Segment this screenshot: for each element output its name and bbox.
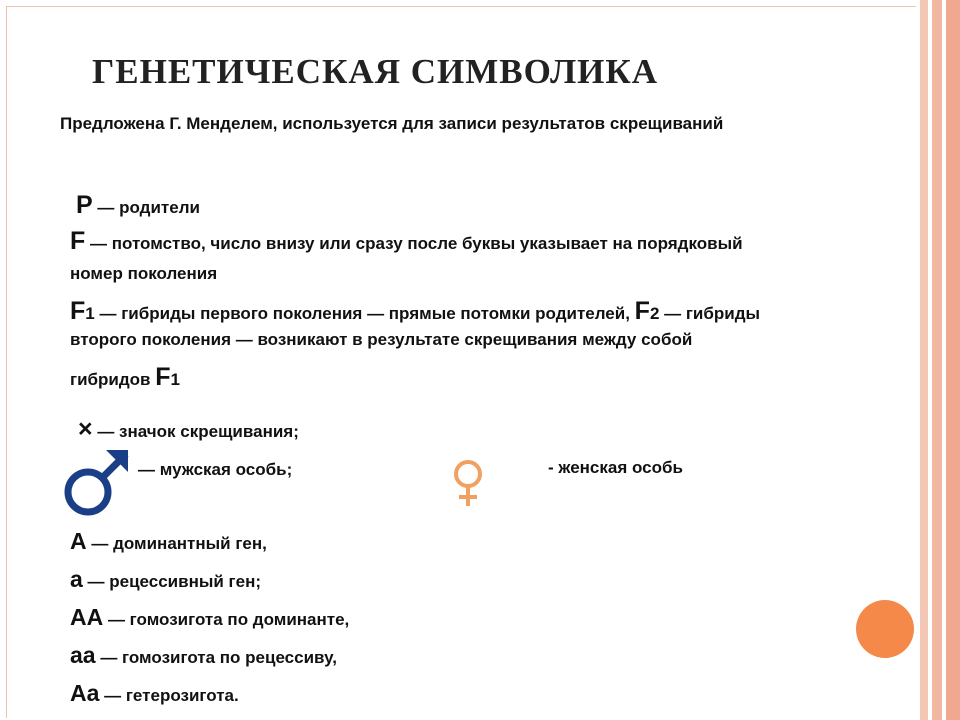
f2-text-3: гибридов [70,370,156,389]
f1-number-2: 1 [170,370,180,389]
female-symbol-icon [448,458,488,510]
heterozygous-line [70,680,239,708]
dominant-gene-symbol: A [70,528,87,554]
offspring-text: — потомство, число внизу или сразу после буквы указывает на порядковый [85,234,743,253]
f1-number: 1 [85,304,95,323]
f2-line-3 [70,362,180,392]
homozygous-dominant-text: — гомозигота по доминанте, [103,610,350,629]
offspring-line [70,226,743,256]
recessive-gene-line [70,566,261,594]
f2-text-2: второго поколения — возникают в результате скрещивания между собой [70,330,693,349]
recessive-gene-text: — рецессивный ген; [82,572,261,591]
male-symbol-icon [62,448,134,518]
homozygous-recessive-line [70,642,337,670]
parents-symbol: P [76,191,93,219]
offspring-text-2: номер поколения [70,264,218,283]
parents-text: — родители [92,198,200,217]
page-title: ГЕНЕТИЧЕСКАЯ СИМВОЛИКА [92,52,659,91]
f2-symbol: F [634,297,650,325]
f2-number: 2 [649,304,660,323]
subtitle: Предложена Г. Менделем, используется для записи результатов скрещиваний [60,114,724,133]
homozygous-recessive-text: — гомозигота по рецессиву, [95,648,337,667]
homozygous-dominant-symbol: AA [70,604,104,630]
dominant-gene-line [70,528,267,556]
decorative-stripes [920,0,960,720]
f1-symbol-2: F [155,363,171,391]
recessive-gene-symbol: a [70,566,83,592]
heterozygous-text: — гетерозигота. [99,686,239,705]
female-text: - женская особь [548,458,683,477]
cross-text: — значок скрещивания; [92,422,299,441]
offspring-symbol: F [70,227,86,255]
f1-text: — гибриды первого поколения — прямые потомки родителей, [94,304,635,323]
f2-text: — гибриды [659,304,761,323]
dominant-gene-text: — доминантный ген, [86,534,267,553]
homozygous-recessive-symbol: aa [70,642,96,668]
parents-line [76,190,200,220]
cross-line [78,414,299,444]
male-text: — мужская особь; [138,460,293,479]
f1-line [70,296,760,326]
cross-symbol: × [78,415,93,443]
decorative-orange-circle [856,600,914,658]
heterozygous-symbol: Aa [70,680,100,706]
f1-symbol: F [70,297,86,325]
homozygous-dominant-line [70,604,349,632]
